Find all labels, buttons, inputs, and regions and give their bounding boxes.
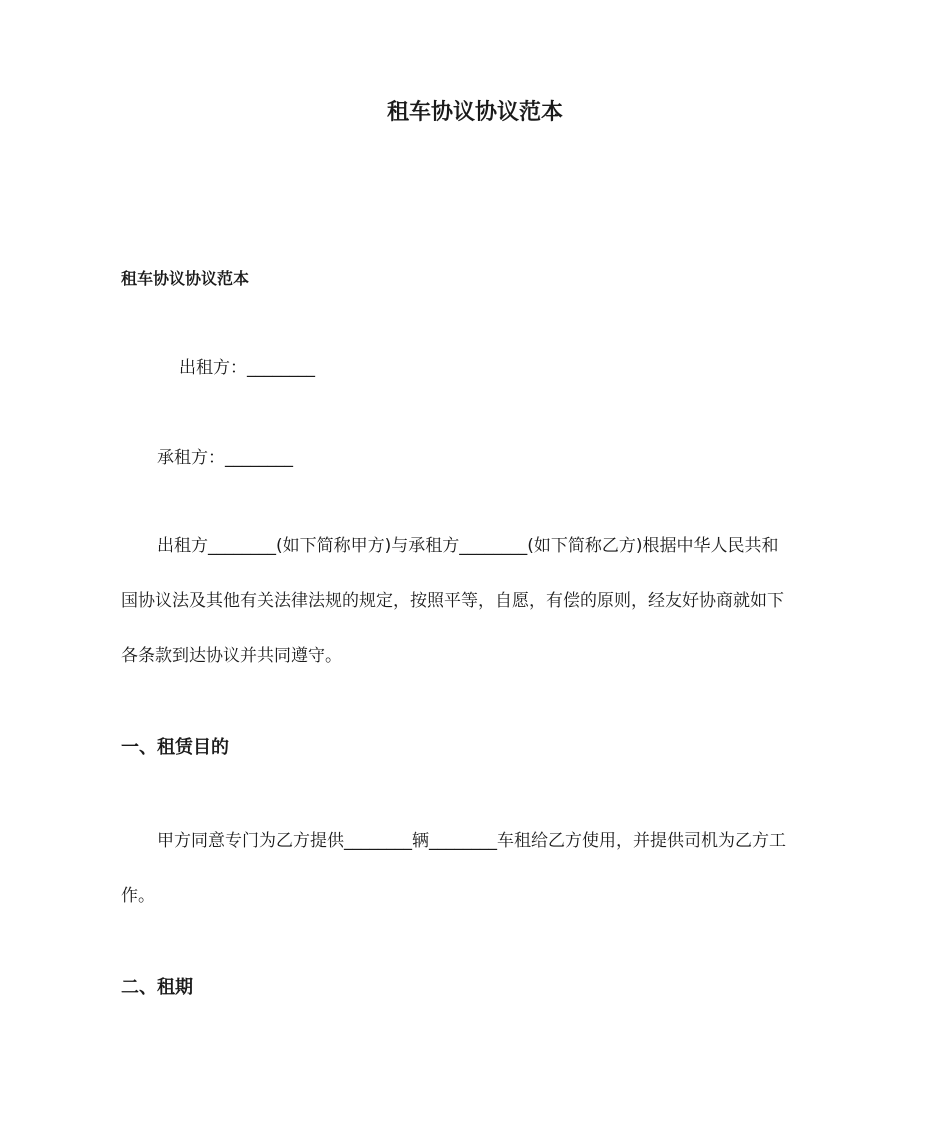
section-2-heading: 二、租期 — [121, 977, 193, 998]
document-subtitle: 租车协议协议范本 — [121, 269, 250, 288]
section-1-paragraph — [121, 829, 831, 908]
section-1-line-1: 甲方同意专门为乙方提供________辆________车租给乙方使用，并提供司机为乙方工 — [157, 831, 786, 851]
intro-line-3: 各条款到达协议并共同遵守。 — [121, 646, 342, 666]
document-title: 租车协议协议范本 — [386, 100, 563, 125]
lessee-line: 承租方：________ — [157, 448, 293, 468]
intro-line-2: 国协议法及其他有关法律法规的规定，按照平等，自愿，有偿的原则，经友好协商就如下 — [121, 591, 784, 611]
intro-line-1: 出租方________(如下简称甲方)与承租方________(如下简称乙方)根据中华人民共和 — [157, 536, 779, 556]
section-1-line-2: 作。 — [121, 886, 155, 906]
intro-paragraph — [121, 534, 831, 668]
section-1-heading: 一、租赁目的 — [121, 737, 229, 758]
lessor-line: 出租方：________ — [179, 358, 315, 378]
